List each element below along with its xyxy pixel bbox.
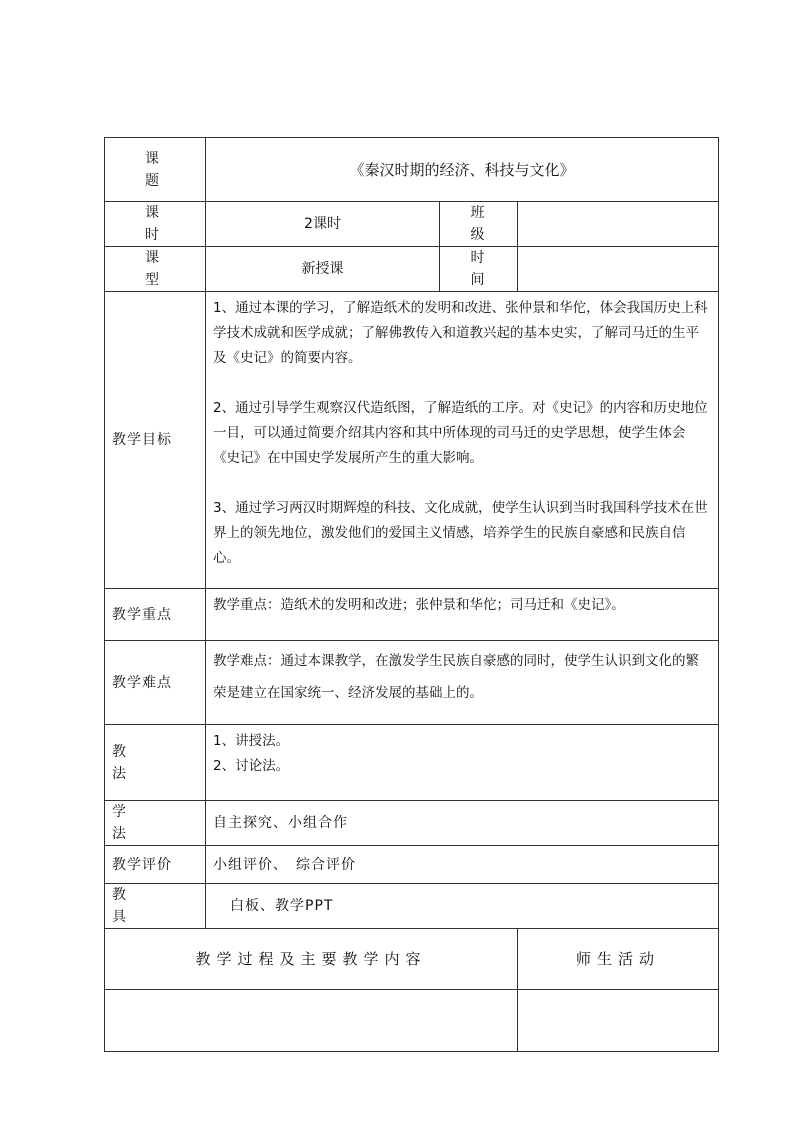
type-value: 新授课 (206, 247, 440, 292)
objective-item-2: 2、通过引导学生观察汉代造纸图，了解造纸的工序。对《史记》的内容和历史地位一目，可以通过简要介绍其内容和其中所体现的司马迁的史学思想，使学生体会《史记》在中国史学发展所产生的重大影响。 (213, 400, 708, 466)
objectives-row (105, 292, 719, 589)
objectives-content (206, 292, 719, 589)
teaching-method-row (105, 725, 719, 801)
teaching-method-content (206, 725, 719, 801)
learning-method-row (105, 801, 719, 846)
tools-row (105, 884, 719, 929)
type-row (105, 247, 719, 292)
objectives-label: 教学目标 (105, 292, 206, 589)
process-main-header: 教学过程及主要教学内容 (105, 929, 518, 990)
process-header-row (105, 929, 719, 990)
time-label: 时 间 (440, 247, 518, 292)
learning-method-text: 自主探究、小组合作 (206, 801, 719, 846)
process-side-header: 师生活动 (518, 929, 719, 990)
learning-method-label: 学 法 (105, 801, 206, 846)
difficulties-row (105, 641, 719, 725)
difficulties-text: 教学难点：通过本课教学，在激发学生民族自豪感的同时，使学生认识到文化的繁荣是建立在国家统一、经济发展的基础上的。 (206, 641, 719, 725)
class-value (518, 202, 719, 247)
evaluation-label: 教学评价 (105, 846, 206, 884)
key-points-label: 教学重点 (105, 589, 206, 641)
process-content-row (105, 990, 719, 1052)
difficulties-label: 教学难点 (105, 641, 206, 725)
lesson-plan-sheet (104, 137, 718, 1052)
teaching-method-item-1: 1、讲授法。 (213, 733, 290, 749)
tools-text: 白板、教学PPT (206, 884, 719, 929)
teaching-method-label: 教 法 (105, 725, 206, 801)
topic-value: 《秦汉时期的经济、科技与文化》 (206, 138, 719, 202)
topic-label: 课 题 (105, 138, 206, 202)
lesson-plan-table (104, 137, 719, 929)
process-table (104, 928, 719, 1052)
tools-label: 教 具 (105, 884, 206, 929)
evaluation-text: 小组评价、 综合评价 (206, 846, 719, 884)
hours-value: 2课时 (206, 202, 440, 247)
hours-row (105, 202, 719, 247)
key-points-row (105, 589, 719, 641)
process-side-content (518, 990, 719, 1052)
key-points-text: 教学重点：造纸术的发明和改进；张仲景和华佗；司马迁和《史记》。 (206, 589, 719, 641)
evaluation-row (105, 846, 719, 884)
type-label: 课 型 (105, 247, 206, 292)
time-value (518, 247, 719, 292)
objective-item-3: 3、通过学习两汉时期辉煌的科技、文化成就，使学生认识到当时我国科学技术在世界上的领先地位，激发他们的爱国主义情感，培养学生的民族自豪感和民族自信心。 (213, 500, 708, 566)
topic-row (105, 138, 719, 202)
objective-item-1: 1、通过本课的学习，了解造纸术的发明和改进、张仲景和华佗，体会我国历史上科学技术成就和医学成就；了解佛教传入和道教兴起的基本史实，了解司马迁的生平及《史记》的简要内容。 (213, 300, 708, 366)
teaching-method-item-2: 2、讨论法。 (213, 758, 290, 774)
class-label: 班 级 (440, 202, 518, 247)
process-main-content (105, 990, 518, 1052)
hours-label: 课 时 (105, 202, 206, 247)
